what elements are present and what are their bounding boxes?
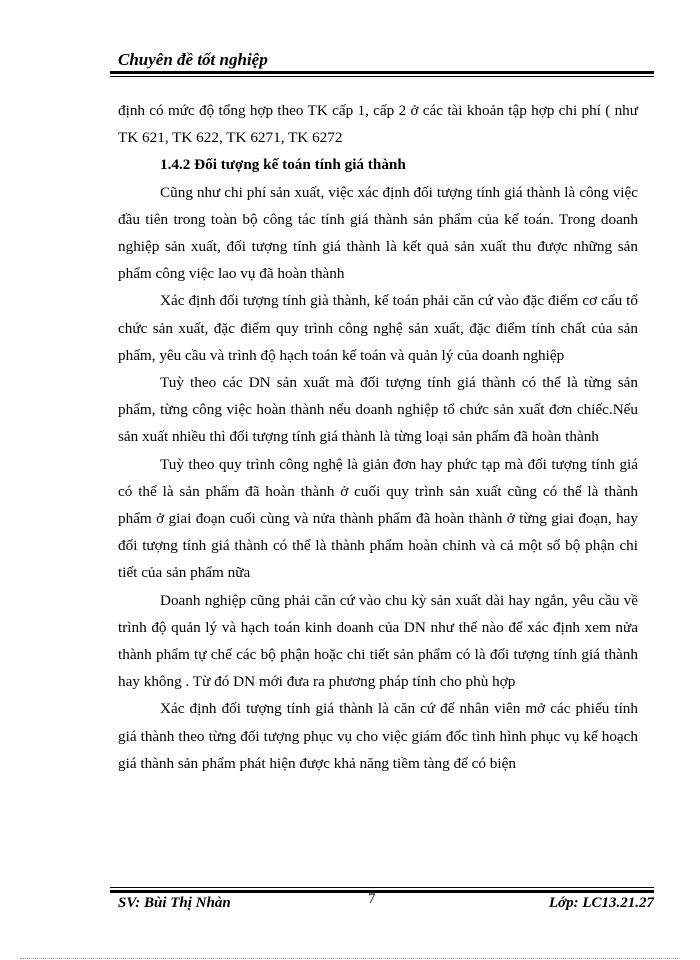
paragraph-continuation: định có mức độ tổng hợp theo TK cấp 1, cấp 2 ở các tài khoản tập hợp chi phí ( như TK 621, TK 622, TK 6271, TK 6272	[118, 102, 638, 147]
footer-class-label: Lớp: LC13.21.27	[548, 895, 654, 911]
paragraph: Xác định đối tượng tính giá thành là căn cứ để nhân viên mở các phiếu tính giá thành theo từng đối tượng phục vụ cho việc giám đốc tình hình phục vụ kế hoạch giá thành sản phẩm phát hiện được khả năng tiềm tàng để có biện	[118, 700, 638, 772]
footer-page-number: 7	[368, 891, 376, 907]
footer-student-name: SV: Bùi Thị Nhàn	[118, 895, 231, 911]
paragraph: Tuỳ theo quy trình công nghệ là giản đơn hay phức tạp mà đối tượng tính giá có thể là sản phẩm đã hoàn thành ở cuối quy trình sản xuất cũng có thể là thành phẩm ở giai đoạn cuối cùng và nửa thành phẩm đã hoàn thành ở từng giai đoạn, hay đối tượng tính giá thành có thể là thành phẩm hoàn chỉnh và cả một số bộ phận chi tiết của sản phẩm nữa	[118, 455, 638, 582]
section-heading: 1.4.2 Đối tượng kế toán tính giá thành	[160, 156, 406, 174]
footer-rule-thin	[110, 887, 654, 888]
header-rule-thick	[110, 71, 654, 74]
paragraph: Xác định đối tượng tính già thành, kế toán phải căn cứ vào đặc điểm cơ cấu tổ chức sản xuất, đặc điểm quy trình công nghệ sản xuất, đặc điểm tính chất của sản phẩm, yêu cầu và trình độ hạch toán kế toán và quản lý của doanh nghiệp	[118, 292, 638, 364]
paragraph: Doanh nghiệp cũng phải căn cứ vào chu kỳ sản xuất dài hay ngắn, yêu cầu về trình độ quản lý và hạch toán kinh doanh của DN như thế nào để xác định xem nửa thành phẩm tự chế các bộ phận hoặc chi tiết sản phẩm có là đối tượng tính giá thành hay không . Từ đó DN mới đưa ra phương pháp tính cho phù hợp	[118, 591, 638, 691]
page-bottom-edge	[20, 958, 680, 959]
paragraph: Cũng như chi phí sản xuất, việc xác định đối tượng tính giá thành là công việc đầu tiên trong toàn bộ công tác tính giá thành sản phẩm của kế toán. Trong doanh nghiệp sản xuất, đối tượng tính giá thành là kết quả sản xuất thu được những sản phẩm công việc lao vụ đã hoàn thành	[118, 183, 638, 283]
header-title: Chuyên đề tốt nghiệp	[118, 50, 268, 69]
header-rule-thin	[110, 76, 654, 77]
body-text	[118, 97, 638, 777]
paragraph: Tuỳ theo các DN sản xuất mà đối tượng tính giá thành có thể là từng sản phẩm, từng công việc hoàn thành nếu doanh nghiệp tổ chức sản xuất đơn chiếc.Nếu sản xuất nhiều thì đối tượng tính giá thành là từng loại sản phẩm đã hoàn thành	[118, 374, 638, 446]
footer	[110, 893, 654, 915]
